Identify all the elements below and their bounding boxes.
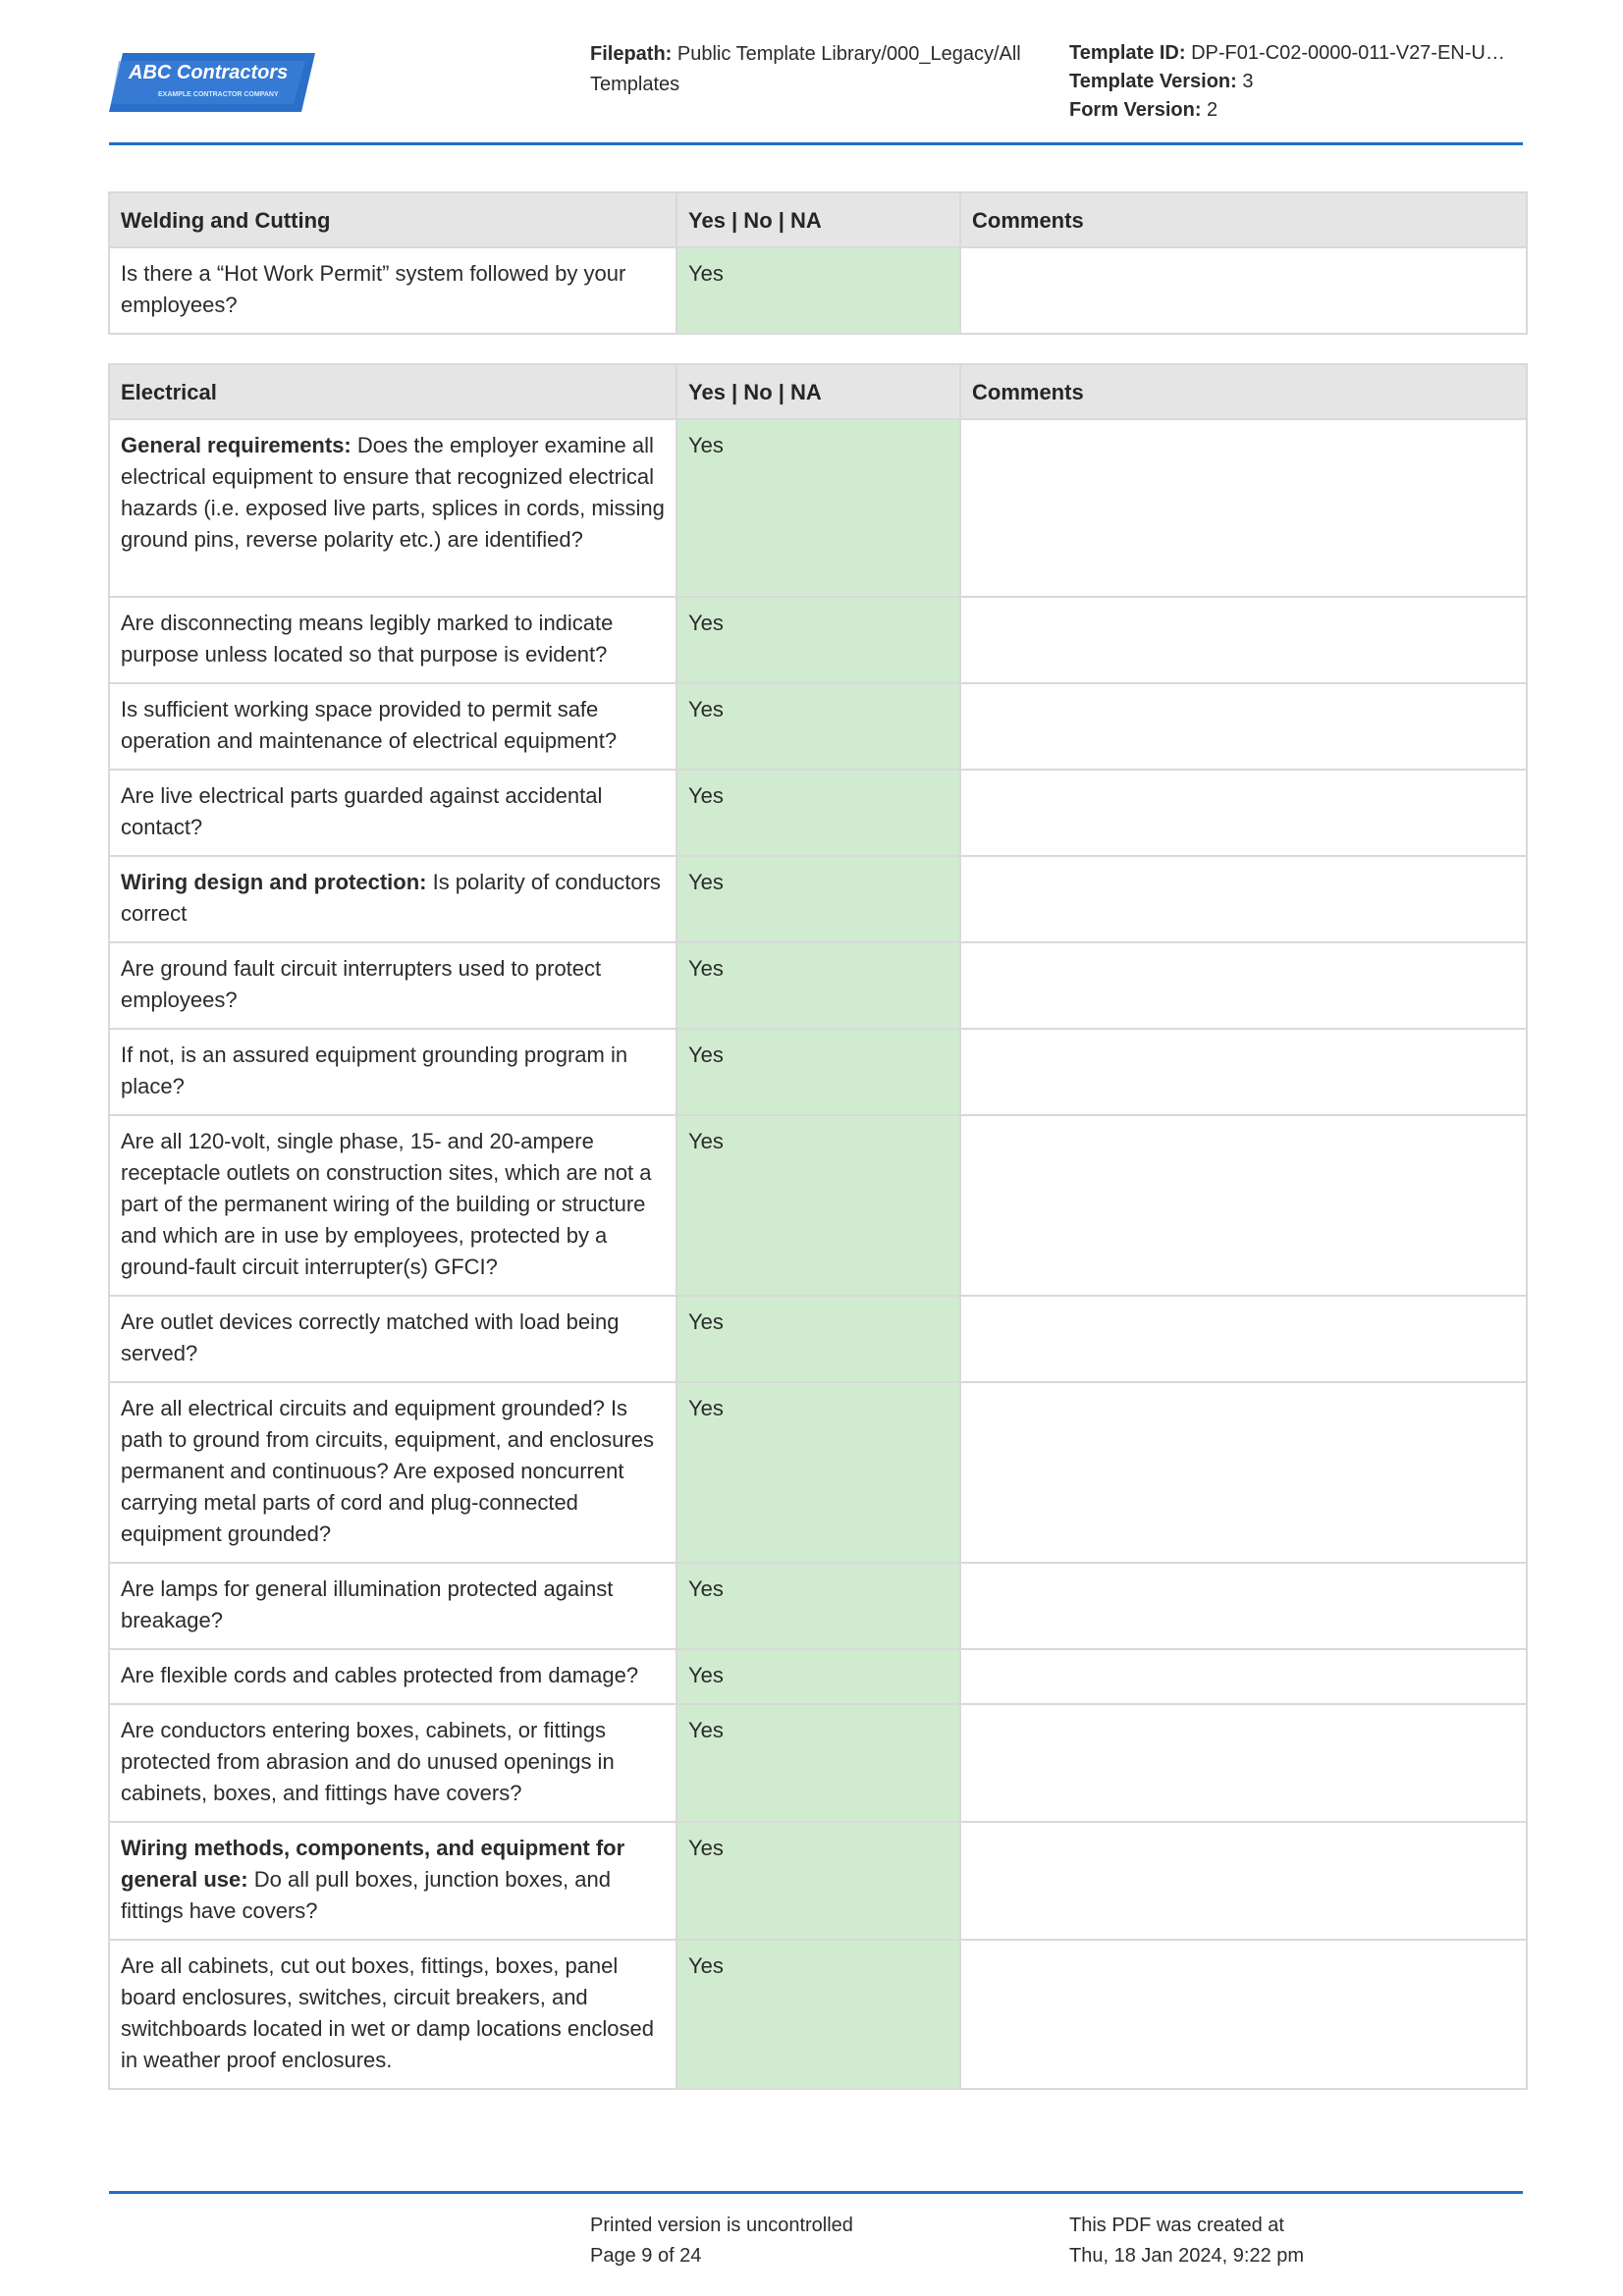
question-lead: Wiring design and protection: <box>121 870 427 894</box>
electrical-table <box>108 363 1528 2090</box>
comments-column-header: Comments <box>960 364 1527 419</box>
question-cell <box>109 770 676 856</box>
comment-cell[interactable] <box>960 1029 1527 1115</box>
logo-tagline: EXAMPLE CONTRACTOR COMPANY <box>158 91 279 98</box>
answer-cell[interactable]: Yes <box>676 419 960 597</box>
table-row <box>109 419 1527 597</box>
answer-cell[interactable]: Yes <box>676 1115 960 1296</box>
question-cell <box>109 419 676 597</box>
filepath-value-cont: Templates <box>590 74 680 95</box>
footer-print-info <box>590 2211 853 2271</box>
question-cell <box>109 1115 676 1296</box>
question-text: Are all 120-volt, single phase, 15- and 20-ampere receptacle outlets on construction sites, which are not a part of the permanent wiring of the building or structure and which are in use by employees, protected by a ground-fault circuit interrupter(s) GFCI? <box>121 1129 652 1279</box>
comment-cell[interactable] <box>960 1940 1527 2089</box>
question-cell <box>109 1822 676 1940</box>
question-text: Are ground fault circuit interrupters used to protect employees? <box>121 956 602 1012</box>
question-text: If not, is an assured equipment grounding program in place? <box>121 1042 628 1098</box>
table-row <box>109 856 1527 942</box>
comment-cell[interactable] <box>960 1296 1527 1382</box>
template-version-label: Template Version: <box>1069 71 1237 92</box>
table-row <box>109 247 1527 334</box>
question-cell <box>109 597 676 683</box>
answer-cell[interactable]: Yes <box>676 1822 960 1940</box>
comment-cell[interactable] <box>960 1563 1527 1649</box>
answer-cell[interactable]: Yes <box>676 770 960 856</box>
filepath-block <box>590 39 1061 100</box>
question-lead: Wiring methods, components, and equipment for general use: <box>121 1836 625 1892</box>
question-cell <box>109 1382 676 1563</box>
table-row <box>109 1563 1527 1649</box>
welding-cutting-table <box>108 191 1528 335</box>
question-lead: General requirements: <box>121 433 352 457</box>
question-text: Are outlet devices correctly matched with load being served? <box>121 1309 620 1365</box>
table-row <box>109 683 1527 770</box>
footer-created-info <box>1069 2211 1304 2271</box>
question-text: Are all cabinets, cut out boxes, fittings, boxes, panel board enclosures, switches, circuit breakers, and switchboards located in wet or damp locations enclosed in weather proof enclosures. <box>121 1953 654 2072</box>
table-row <box>109 1649 1527 1704</box>
section-title: Welding and Cutting <box>109 192 676 247</box>
comment-cell[interactable] <box>960 942 1527 1029</box>
question-text: Are disconnecting means legibly marked to indicate purpose unless located so that purpose is evident? <box>121 611 614 667</box>
table-row <box>109 1296 1527 1382</box>
table-row <box>109 597 1527 683</box>
comment-cell[interactable] <box>960 1115 1527 1296</box>
comments-column-header: Comments <box>960 192 1527 247</box>
question-cell <box>109 683 676 770</box>
template-version-value: 3 <box>1242 71 1254 92</box>
answer-cell[interactable]: Yes <box>676 1296 960 1382</box>
question-cell <box>109 856 676 942</box>
question-cell: Is there a “Hot Work Permit” system followed by your employees? <box>109 247 676 334</box>
question-cell <box>109 1649 676 1704</box>
comment-cell[interactable] <box>960 597 1527 683</box>
form-version-label: Form Version: <box>1069 99 1202 121</box>
question-cell <box>109 1704 676 1822</box>
question-text: Are lamps for general illumination protected against breakage? <box>121 1576 614 1632</box>
question-cell <box>109 1563 676 1649</box>
created-date: Thu, 18 Jan 2024, 9:22 pm <box>1069 2245 1305 2267</box>
table-row <box>109 1940 1527 2089</box>
question-cell <box>109 1940 676 2089</box>
table-row <box>109 1822 1527 1940</box>
section-title: Electrical <box>109 364 676 419</box>
question-text: Are all electrical circuits and equipment grounded? Is path to ground from circuits, equipment, and enclosures permanent and continuous? Are exposed noncurrent carrying metal parts of cord and plug-connected equipment grounded? <box>121 1396 654 1546</box>
question-text: Is polarity of conductors correct <box>121 870 661 926</box>
logo-name: ABC Contractors <box>129 62 289 83</box>
answer-cell[interactable]: Yes <box>676 1563 960 1649</box>
answer-cell[interactable]: Yes <box>676 1029 960 1115</box>
page-header <box>109 39 1523 143</box>
table-row <box>109 1029 1527 1115</box>
template-id-label: Template ID: <box>1069 42 1186 64</box>
template-id-value: DP-F01-C02-0000-011-V27-EN-U… <box>1191 42 1505 64</box>
header-divider <box>109 142 1523 145</box>
table-row <box>109 770 1527 856</box>
answer-cell[interactable]: Yes <box>676 597 960 683</box>
comment-cell[interactable] <box>960 683 1527 770</box>
answer-cell[interactable]: Yes <box>676 247 960 334</box>
question-text: Do all pull boxes, junction boxes, and fittings have covers? <box>121 1867 611 1923</box>
footer-divider <box>109 2191 1523 2194</box>
answer-cell[interactable]: Yes <box>676 942 960 1029</box>
comment-cell[interactable] <box>960 1649 1527 1704</box>
question-text: Is sufficient working space provided to permit safe operation and maintenance of electrical equipment? <box>121 697 618 753</box>
comment-cell[interactable] <box>960 419 1527 597</box>
answer-cell[interactable]: Yes <box>676 1940 960 2089</box>
question-text: Are flexible cords and cables protected from damage? <box>121 1663 639 1687</box>
question-text: Are live electrical parts guarded against accidental contact? <box>121 783 603 839</box>
comment-cell[interactable] <box>960 247 1527 334</box>
table-row <box>109 942 1527 1029</box>
table-header-row <box>109 364 1527 419</box>
filepath-value: Public Template Library/000_Legacy/All <box>676 43 1021 65</box>
table-row <box>109 1704 1527 1822</box>
comment-cell[interactable] <box>960 1822 1527 1940</box>
answer-cell[interactable]: Yes <box>676 1382 960 1563</box>
question-text: Are conductors entering boxes, cabinets, or fittings protected from abrasion and do unused openings in cabinets, boxes, and fittings have covers? <box>121 1718 615 1805</box>
template-meta-block <box>1069 39 1523 125</box>
question-cell <box>109 1296 676 1382</box>
uncontrolled-notice: Printed version is uncontrolled <box>590 2215 853 2236</box>
filepath-label: Filepath: <box>590 43 673 65</box>
comment-cell[interactable] <box>960 770 1527 856</box>
created-label: This PDF was created at <box>1069 2215 1284 2236</box>
table-header-row <box>109 192 1527 247</box>
company-logo <box>109 53 315 112</box>
answer-cell[interactable]: Yes <box>676 1704 960 1822</box>
comment-cell[interactable] <box>960 856 1527 942</box>
comment-cell[interactable] <box>960 1382 1527 1563</box>
answer-cell[interactable]: Yes <box>676 856 960 942</box>
table-row <box>109 1115 1527 1296</box>
comment-cell[interactable] <box>960 1704 1527 1822</box>
question-text: Does the employer examine all electrical equipment to ensure that recognized electrical hazards (i.e. exposed live parts, splices in cords, missing ground pins, reverse polarity etc.) are identified? <box>121 433 665 552</box>
form-version-value: 2 <box>1207 99 1218 121</box>
answer-column-header: Yes | No | NA <box>676 192 960 247</box>
question-cell <box>109 942 676 1029</box>
answer-cell[interactable]: Yes <box>676 683 960 770</box>
page-number: Page 9 of 24 <box>590 2245 702 2267</box>
table-row <box>109 1382 1527 1563</box>
electrical-rows <box>109 419 1527 2089</box>
answer-cell[interactable]: Yes <box>676 1649 960 1704</box>
question-cell <box>109 1029 676 1115</box>
answer-column-header: Yes | No | NA <box>676 364 960 419</box>
